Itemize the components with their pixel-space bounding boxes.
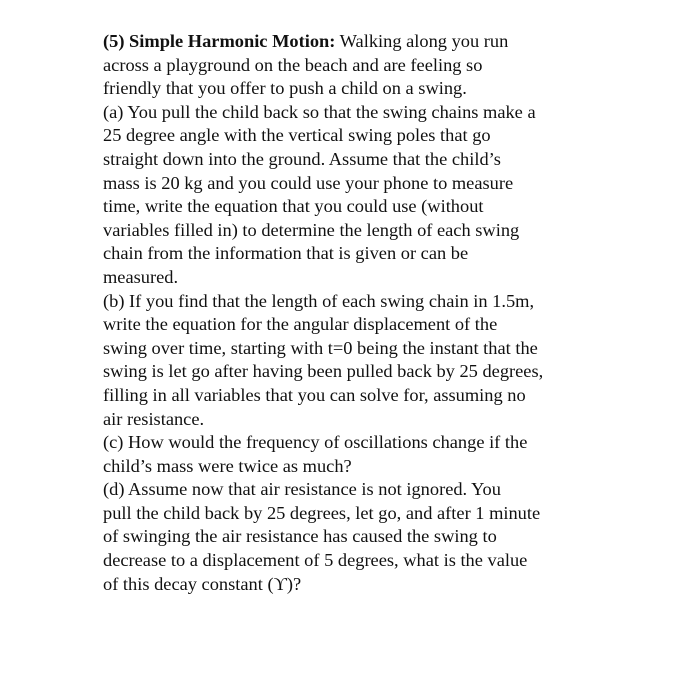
problem-line: straight down into the ground. Assume that the child’s <box>103 148 501 169</box>
problem-heading: (5) Simple Harmonic Motion: <box>103 31 336 51</box>
problem-line: chain from the information that is given or can be <box>103 243 469 264</box>
part-b-text: (b) If you find that the length of each swing chain in 1.5m, <box>103 290 535 311</box>
problem-line: write the equation for the angular displacement of the <box>103 314 498 335</box>
problem-line: across a playground on the beach and are feeling so <box>103 54 483 75</box>
problem-line: 25 degree angle with the vertical swing poles that go <box>103 125 491 146</box>
problem-line: variables filled in) to determine the length of each swing <box>103 219 520 240</box>
problem-line: of swinging the air resistance has caused the swing to <box>103 526 497 547</box>
problem-line: mass is 20 kg and you could use your phone to measure <box>103 172 514 193</box>
problem-line: pull the child back by 25 degrees, let go, and after 1 minute <box>103 502 541 523</box>
problem-line: swing is let go after having been pulled back by 25 degrees, <box>103 361 544 382</box>
problem-5-text <box>103 30 623 596</box>
problem-line: air resistance. <box>103 408 205 429</box>
problem-line: filling in all variables that you can solve for, assuming no <box>103 384 526 405</box>
problem-line: child’s mass were twice as much? <box>103 455 352 476</box>
problem-line: of this decay constant (ϒ)? <box>103 573 302 594</box>
problem-line: friendly that you offer to push a child on a swing. <box>103 78 467 99</box>
part-c-text: (c) How would the frequency of oscillations change if the <box>103 432 528 453</box>
problem-line: decrease to a displacement of 5 degrees, what is the value <box>103 550 528 571</box>
part-a-text: (a) You pull the child back so that the swing chains make a <box>103 101 536 122</box>
problem-line: time, write the equation that you could use (without <box>103 196 484 217</box>
problem-line-1 <box>103 30 623 54</box>
problem-line: swing over time, starting with t=0 being the instant that the <box>103 337 538 358</box>
problem-intro: Walking along you run <box>335 31 509 51</box>
problem-line: measured. <box>103 266 179 287</box>
part-d-text: (d) Assume now that air resistance is not ignored. You <box>103 479 501 500</box>
